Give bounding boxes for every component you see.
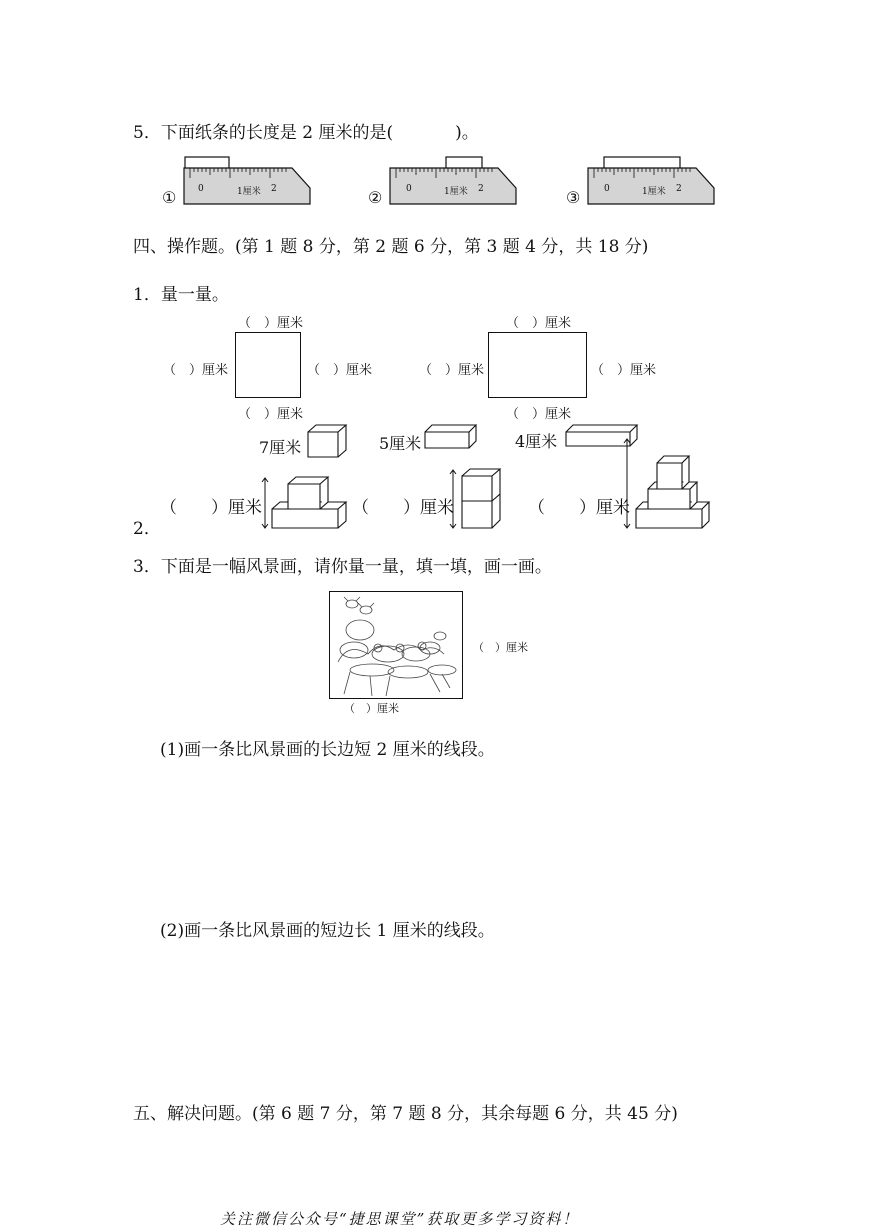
ruler-1-zero: 0 [198,184,204,194]
section5-heading: 五、解决问题。(第 6 题 7 分，第 7 题 8 分，其余每题 6 分，共 45 分) [133,1104,678,1124]
rect-bottom-blank: （ ）厘米 [506,407,572,422]
ruler-option-2 [368,154,528,206]
stack2-height-blank: （ ）厘米 [352,498,454,518]
cube-5cm [424,424,480,450]
ruler-3-two: 2 [676,184,682,194]
q3-sub2: (2)画一条比风景画的短边长 1 厘米的线段。 [160,921,495,941]
stack1-height-blank: （ ）厘米 [160,498,262,518]
option-2-label: ② [368,188,383,207]
stack-3 [622,437,714,530]
ruler-2-one: 1厘米 [444,187,468,197]
ruler-option-1 [162,154,322,206]
stack-2 [448,468,508,530]
square-left-blank: （ ）厘米 [163,363,229,378]
footer-text: 关注微信公众号“捷思课堂”获取更多学习资料！ [220,1210,580,1228]
square-bottom-blank: （ ）厘米 [238,407,304,422]
option-1-label: ① [162,188,177,207]
stack3-height-blank: （ ）厘米 [528,498,630,518]
q1-title: 1．量一量。 [133,285,229,305]
rect-right-blank: （ ）厘米 [591,363,657,378]
picture-bottom-blank: （ ）厘米 [344,702,399,715]
q5-text: 5．下面纸条的长度是 2 厘米的是( )。 [133,123,479,143]
ruler-3-one: 1厘米 [642,187,666,197]
cube-label-4: 4厘米 [515,432,558,451]
cube-label-7: 7厘米 [259,438,302,457]
cube-label-5: 5厘米 [379,434,422,453]
ruler-1-graphic [162,154,322,206]
ruler-2-two: 2 [478,184,484,194]
q3-title: 3．下面是一幅风景画，请你量一量，填一填，画一画。 [133,557,552,577]
q2-number: 2． [133,519,161,539]
rect-top-blank: （ ）厘米 [506,316,572,331]
picture-side-blank: （ ）厘米 [473,641,528,654]
ruler-2-zero: 0 [406,184,412,194]
measure-square [235,332,301,398]
q3-sub1: (1)画一条比风景画的长边短 2 厘米的线段。 [160,740,495,760]
option-3-label: ③ [566,188,581,207]
ruler-option-3 [566,154,726,206]
ruler-3-zero: 0 [604,184,610,194]
square-top-blank: （ ）厘米 [238,316,304,331]
ruler-2-graphic [368,154,528,206]
ruler-1-one: 1厘米 [237,187,261,197]
section4-heading: 四、操作题。(第 1 题 8 分，第 2 题 6 分，第 3 题 4 分，共 18 分) [133,237,649,257]
square-right-blank: （ ）厘米 [307,363,373,378]
landscape-illustration [330,592,462,698]
cube-7cm [307,424,349,458]
stack-1 [260,476,352,530]
landscape-picture [329,591,463,699]
ruler-1-two: 2 [271,184,277,194]
measure-rectangle [488,332,587,398]
ruler-3-graphic [566,154,726,206]
rect-left-blank: （ ）厘米 [419,363,485,378]
